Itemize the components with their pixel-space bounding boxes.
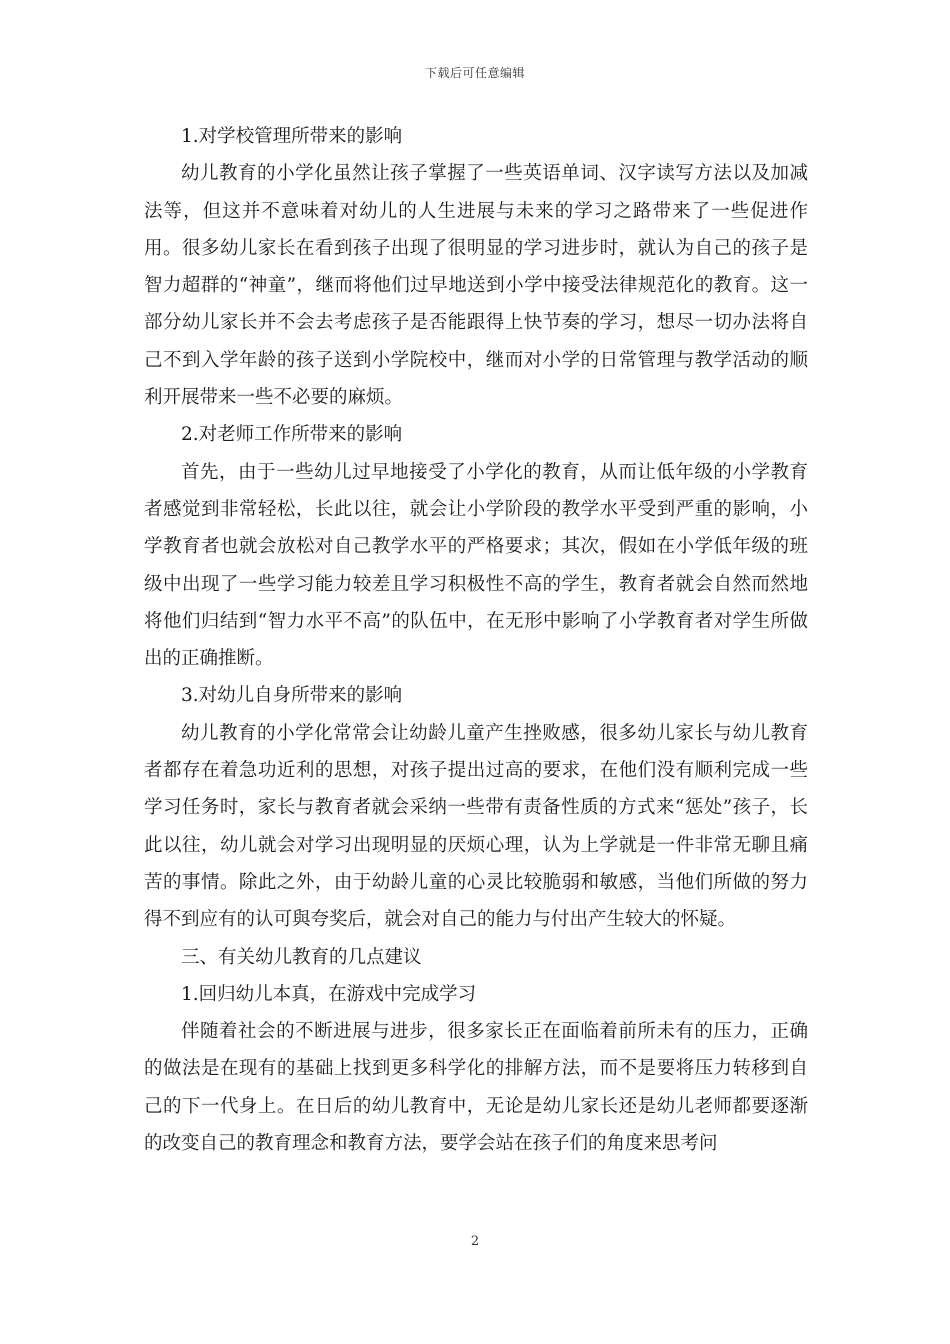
paragraph-return-to-nature: 伴随着社会的不断进展与进步，很多家长正在面临着前所未有的压力，正确的做法是在现有的基础上找到更多科学化的排解方法，而不是要将压力转移到自己的下一代身上。在日后的幼儿教育中，无论是幼儿家长还是幼儿老师都要逐渐的改变自己的教育理念和教育方法，要学会站在孩子们的角度来思考问 bbox=[144, 1021, 808, 1155]
paragraph-child-self: 幼儿教育的小学化常常会让幼龄儿童产生挫败感，很多幼儿家长与幼儿教育者都存在着急功近利的思想，对孩子提出过高的要求，在他们没有顺利完成一些学习任务时，家长与教育者就会采纳一些带有责备性质的方式来“惩处”孩子，长此以往，幼儿就会对学习出现明显的厌烦心理，认为上学就是一件非常无聊且痛苦的事情。除此之外，由于幼龄儿童的心灵比较脆弱和敏感，当他们所做的努力得不到应有的认可與夸奖后，就会对自己的能力与付出产生较大的怀疑。 bbox=[144, 722, 808, 931]
section-heading-child-self: 3.对幼儿自身所带来的影响 bbox=[181, 685, 403, 707]
document-body bbox=[144, 118, 808, 1162]
chapter-heading-suggestions: 三、有关幼儿教育的几点建议 bbox=[181, 946, 422, 968]
page-header: 下载后可任意编辑 bbox=[424, 66, 525, 80]
section-heading-teacher-work: 2.对老师工作所带来的影响 bbox=[181, 424, 403, 446]
paragraph-school-management: 幼儿教育的小学化虽然让孩子掌握了一些英语单词、汉字读写方法以及加减法等，但这并不意味着对幼儿的人生进展与未来的学习之路带来了一些促进作用。很多幼儿家长在看到孩子出现了很明显的学习进步时，就认为自己的孩子是智力超群的“神童”，继而将他们过早地送到小学中接受法律规范化的教育。这一部分幼儿家长并不会去考虑孩子是否能跟得上快节奏的学习，想尽一切办法将自己不到入学年龄的孩子送到小学院校中，继而对小学的日常管理与教学活动的顺利开展带来一些不必要的麻烦。 bbox=[144, 163, 808, 409]
paragraph-teacher-work: 首先，由于一些幼儿过早地接受了小学化的教育，从而让低年级的小学教育者感觉到非常轻松，长此以往，就会让小学阶段的教学水平受到严重的影响，小学教育者也就会放松对自己教学水平的严格要求；其次，假如在小学低年级的班级中出现了一些学习能力较差且学习积极性不高的学生，教育者就会自然而然地将他们归结到“智力水平不高”的队伍中，在无形中影响了小学教育者对学生所做出的正确推断。 bbox=[144, 461, 808, 670]
section-heading-school-management: 1.对学校管理所带来的影响 bbox=[181, 126, 403, 147]
page-number: 2 bbox=[470, 1234, 480, 1249]
section-heading-return-to-nature: 1.回归幼儿本真，在游戏中完成学习 bbox=[181, 983, 477, 1005]
